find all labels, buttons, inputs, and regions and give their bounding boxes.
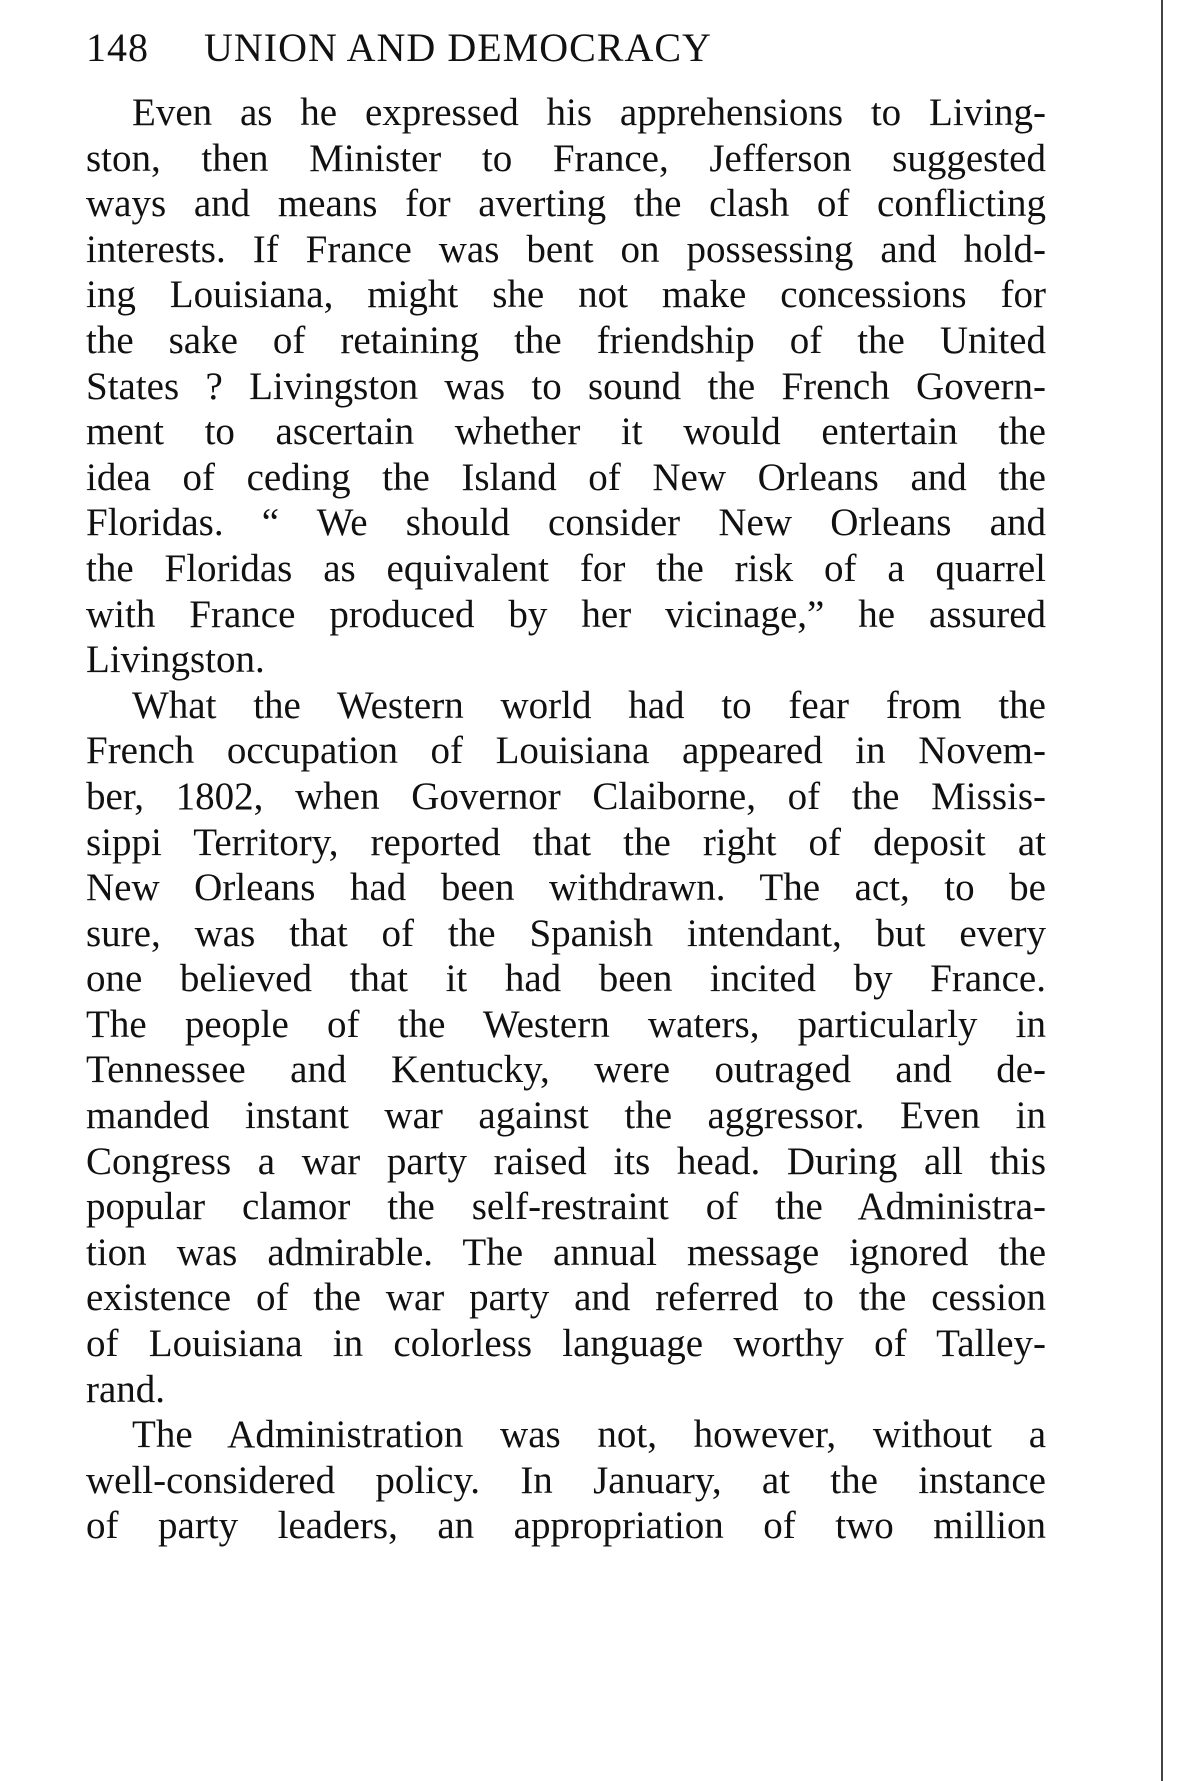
paragraph: [86, 1412, 1046, 1549]
text-line: manded instant war against the aggressor. Even in: [86, 1094, 1046, 1138]
body-text: [86, 90, 1046, 1549]
text-line: well-considered policy. In January, at the instance: [86, 1458, 1046, 1502]
text-line: with France produced by her vicinage,” he assured: [86, 592, 1046, 636]
text-line: ston, then Minister to France, Jefferson suggested: [86, 136, 1046, 180]
text-line: New Orleans had been withdrawn. The act, to be: [86, 866, 1046, 910]
text-line: the sake of retaining the friendship of the United: [86, 318, 1046, 362]
running-title: UNION AND DEMOCRACY: [204, 25, 712, 70]
text-line: of Louisiana in colorless language worthy of Talley-: [86, 1322, 1046, 1366]
text-line: Floridas. “ We should consider New Orleans and: [86, 501, 1046, 545]
text-line: Tennessee and Kentucky, were outraged and de-: [86, 1048, 1046, 1092]
text-line: the Floridas as equivalent for the risk of a quarrel: [86, 546, 1046, 590]
text-line: sure, was that of the Spanish intendant, but every: [86, 911, 1046, 955]
text-line: ment to ascertain whether it would entertain the: [86, 410, 1046, 454]
text-line: ing Louisiana, might she not make concessions for: [86, 273, 1046, 317]
text-line: of party leaders, an appropriation of two million: [86, 1504, 1046, 1548]
text-line: The Administration was not, however, without a: [132, 1413, 1046, 1457]
page-edge-line: [1161, 0, 1163, 1781]
text-line: rand.: [86, 1367, 166, 1411]
text-line: sippi Territory, reported that the right of deposit at: [86, 820, 1046, 864]
text-line: Livingston.: [86, 638, 265, 682]
text-line: existence of the war party and referred to the cession: [86, 1276, 1046, 1320]
text-line: ber, 1802, when Governor Claiborne, of the Missis-: [86, 774, 1046, 818]
paragraph: [86, 90, 1046, 683]
text-line: States ? Livingston was to sound the French Govern-: [86, 364, 1046, 408]
text-line: idea of ceding the Island of New Orleans and the: [86, 455, 1046, 499]
page-header: [86, 18, 886, 78]
text-line: one believed that it had been incited by France.: [86, 957, 1046, 1001]
text-line: French occupation of Louisiana appeared in Novem-: [86, 729, 1046, 773]
text-line: tion was admirable. The annual message ignored the: [86, 1230, 1046, 1274]
text-line: The people of the Western waters, particularly in: [86, 1002, 1046, 1046]
text-line: popular clamor the self-restraint of the Administra-: [86, 1185, 1046, 1229]
page-number: 148: [86, 25, 149, 70]
text-line: Congress a war party raised its head. During all this: [86, 1139, 1046, 1183]
text-line: Even as he expressed his apprehensions to Living-: [132, 91, 1046, 134]
text-line: interests. If France was bent on possessing and hold-: [86, 227, 1046, 271]
text-line: ways and means for averting the clash of conflicting: [86, 182, 1046, 226]
paragraph: [86, 683, 1046, 1413]
text-line: What the Western world had to fear from the: [132, 683, 1046, 727]
